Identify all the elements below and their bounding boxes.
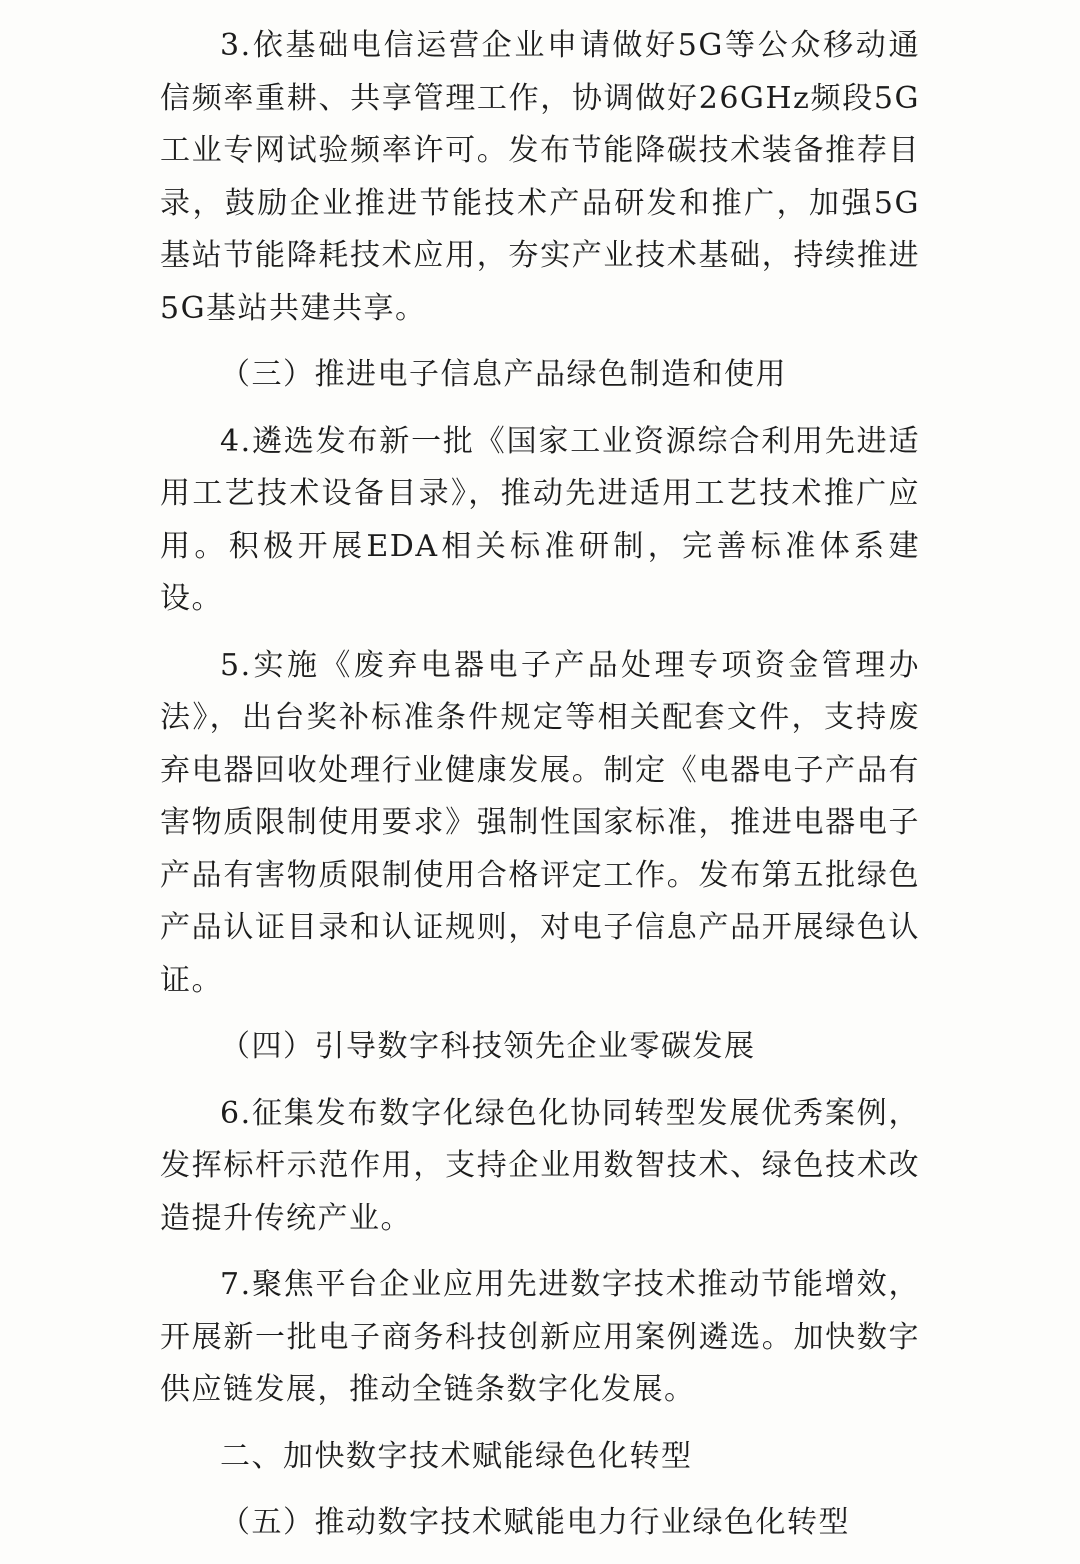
section-heading-2: 二、加快数字技术赋能绿色化转型	[220, 1438, 693, 1474]
subsection-heading-4: （四）引导数字科技领先企业零碳发展	[220, 1029, 756, 1064]
paragraph-7: 7.聚焦平台企业应用先进数字技术推动节能增效，开展新一批电子商务科技创新应用案例遴选。加快数字供应链发展，推动全链条数字化发展。	[160, 1267, 920, 1407]
paragraph-6: 6.征集发布数字化绿色化协同转型发展优秀案例，发挥标杆示范作用，支持企业用数智技术、绿色技术改造提升传统产业。	[160, 1095, 920, 1236]
paragraph-5: 5.实施《废弃电器电子产品处理专项资金管理办法》，出台奖补标准条件规定等相关配套文件，支持废弃电器回收处理行业健康发展。制定《电器电子产品有害物质限制使用要求》强制性国家标准，推进电器电子产品有害物质限制使用合格评定工作。发布第五批绿色产品认证目录和认证规则，对电子信息产品开展绿色认证。	[160, 647, 920, 998]
paragraph-3: 3.依基础电信运营企业申请做好5G等公众移动通信频率重耕、共享管理工作，协调做好26GHz频段5G工业专网试验频率许可。发布节能降碳技术装备推荐目录，鼓励企业推进节能技术产品研发和推广，加强5G基站节能降耗技术应用，夯实产业技术基础，持续推进5G基站共建共享。	[160, 28, 920, 326]
paragraph-4: 4.遴选发布新一批《国家工业资源综合利用先进适用工艺技术设备目录》，推动先进适用工艺技术推广应用。积极开展EDA相关标准研制，完善标准体系建设。	[160, 423, 920, 616]
subsection-heading-5: （五）推动数字技术赋能电力行业绿色化转型	[220, 1505, 850, 1540]
subsection-heading-3: （三）推进电子信息产品绿色制造和使用	[220, 357, 787, 392]
